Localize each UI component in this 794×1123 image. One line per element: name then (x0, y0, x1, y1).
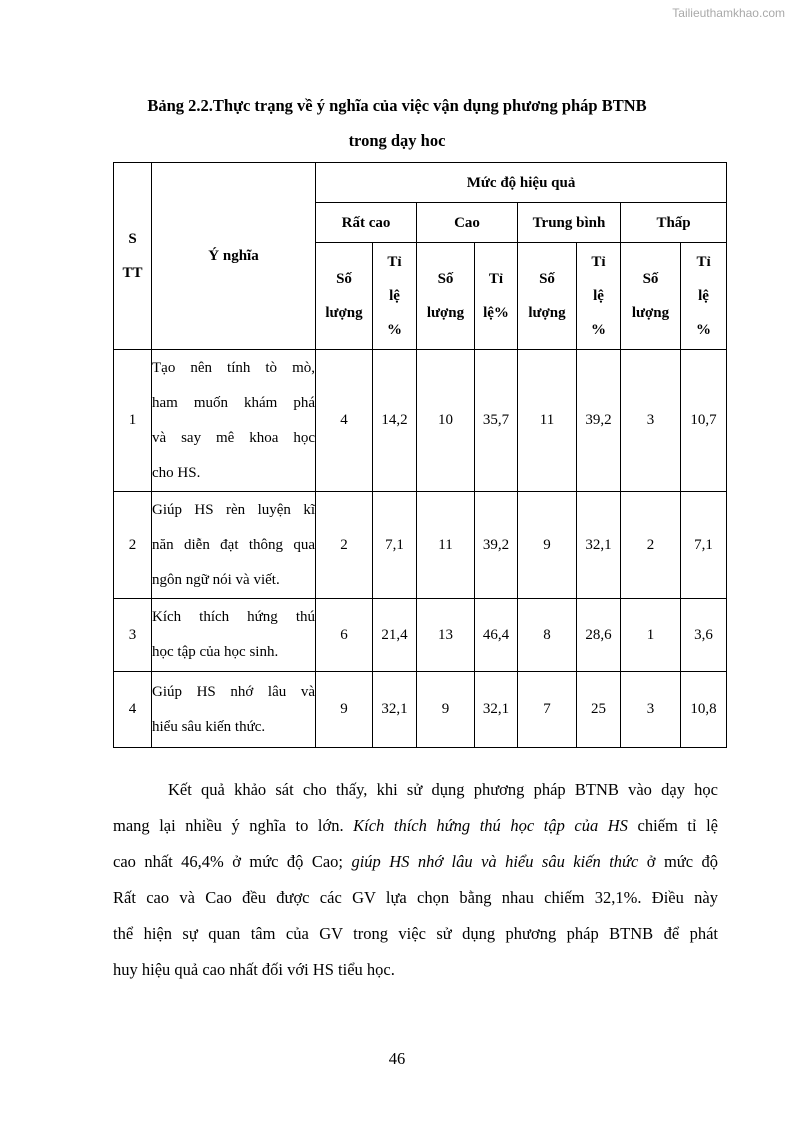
cell-value: 6 (316, 599, 373, 672)
table-title: Bảng 2.2.Thực trạng về ý nghĩa của việc vận dụng phương pháp BTNB (147, 96, 647, 115)
cell-value: 21,4 (373, 599, 417, 672)
table-row (114, 599, 727, 672)
cell-value: 10,8 (681, 672, 727, 748)
row-stt: 2 (114, 492, 152, 599)
cell-value: 14,2 (373, 350, 417, 492)
cell-value: 3 (621, 672, 681, 748)
cell-value: 10,7 (681, 350, 727, 492)
cell-value: 2 (621, 492, 681, 599)
cell-value: 7,1 (373, 492, 417, 599)
cell-value: 32,1 (577, 492, 621, 599)
row-meaning: Tạo nên tính tò mò, ham muốn khám phá và say mê khoa học cho HS. (152, 350, 316, 492)
cell-value: 13 (417, 599, 475, 672)
level-medium: Trung bình (518, 203, 621, 243)
table-row (114, 672, 727, 748)
row-stt: 4 (114, 672, 152, 748)
cell-value: 10 (417, 350, 475, 492)
header-row-1 (114, 163, 727, 203)
cell-value: 3,6 (681, 599, 727, 672)
percent-header: Tỉ lệ % (373, 243, 417, 350)
paragraph-line: mang lại nhiều ý nghĩa to lớn. Kích thích hứng thú học tập của HS chiếm tỉ lệ (113, 816, 719, 835)
stt-header: S TT (114, 163, 152, 350)
paragraph-line: huy hiệu quả cao nhất đối với HS tiểu học. (113, 960, 395, 979)
level-high: Cao (417, 203, 518, 243)
cell-value: 9 (518, 492, 577, 599)
cell-value: 9 (417, 672, 475, 748)
cell-value: 46,4 (475, 599, 518, 672)
row-stt: 1 (114, 350, 152, 492)
level-low: Thấp (621, 203, 727, 243)
table-row (114, 492, 727, 599)
cell-value: 3 (621, 350, 681, 492)
cell-value: 25 (577, 672, 621, 748)
table-title-cont: trong dạy hoc (348, 131, 446, 150)
cell-value: 7 (518, 672, 577, 748)
cell-value: 32,1 (475, 672, 518, 748)
cell-value: 39,2 (475, 492, 518, 599)
cell-value: 1 (621, 599, 681, 672)
survey-table (113, 162, 727, 748)
cell-value: 28,6 (577, 599, 621, 672)
percent-header: Tỉ lệ % (681, 243, 727, 350)
percent-header: Tỉ lệ% (475, 243, 518, 350)
cell-value: 35,7 (475, 350, 518, 492)
row-meaning: Giúp HS nhớ lâu và hiểu sâu kiến thức. (152, 672, 316, 748)
paragraph-line: thể hiện sự quan tâm của GV trong việc sử dụng phương pháp BTNB để phát (113, 924, 718, 943)
count-header: Số lượng (518, 243, 577, 350)
table-row (114, 350, 727, 492)
cell-value: 9 (316, 672, 373, 748)
cell-value: 4 (316, 350, 373, 492)
cell-value: 7,1 (681, 492, 727, 599)
page-number: 46 (388, 1049, 406, 1068)
paragraph-line: Rất cao và Cao đều được các GV lựa chọn bằng nhau chiếm 32,1%. Điều này (113, 888, 718, 907)
effectiveness-header: Mức độ hiệu quả (316, 163, 727, 203)
count-header: Số lượng (621, 243, 681, 350)
row-meaning: Giúp HS rèn luyện kĩ năn diễn đạt thông qua ngôn ngữ nói và viết. (152, 492, 316, 599)
count-header: Số lượng (316, 243, 373, 350)
paragraph-line: Kết quả khảo sát cho thấy, khi sử dụng phương pháp BTNB vào dạy học (168, 780, 718, 799)
body-paragraph (113, 772, 718, 988)
watermark: Tailieuthamkhao.com (672, 6, 785, 20)
count-header: Số lượng (417, 243, 475, 350)
meaning-header: Ý nghĩa (152, 163, 316, 350)
cell-value: 39,2 (577, 350, 621, 492)
cell-value: 11 (417, 492, 475, 599)
row-meaning: Kích thích hứng thú học tập của học sinh. (152, 599, 316, 672)
level-very-high: Rất cao (316, 203, 417, 243)
row-stt: 3 (114, 599, 152, 672)
cell-value: 32,1 (373, 672, 417, 748)
cell-value: 2 (316, 492, 373, 599)
cell-value: 11 (518, 350, 577, 492)
cell-value: 8 (518, 599, 577, 672)
percent-header: Tỉ lệ % (577, 243, 621, 350)
paragraph-line: cao nhất 46,4% ở mức độ Cao; giúp HS nhớ lâu và hiểu sâu kiến thức ở mức độ (113, 852, 718, 871)
